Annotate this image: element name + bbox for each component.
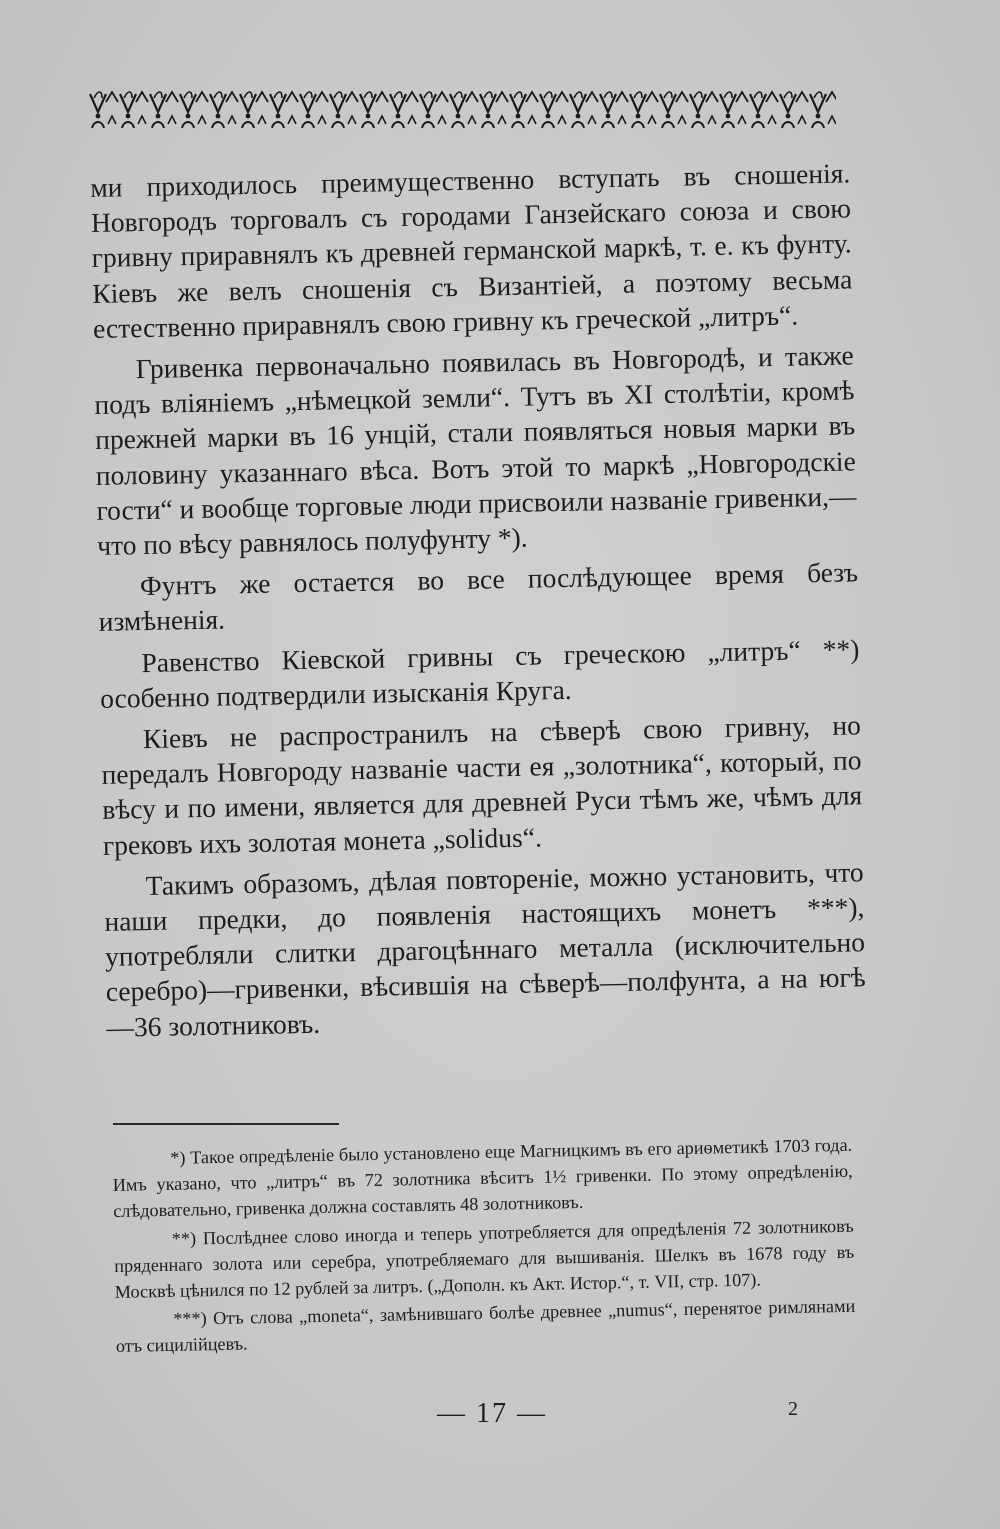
paragraph: Равенство Кіевской гривны съ греческою „литръ“ **) особенно подтвердили изысканія Круга. bbox=[99, 632, 860, 714]
paragraph: Гривенка первоначально появилась въ Новгородѣ, и также подъ вліяніемъ „нѣмецкой земли“. Тутъ въ XI столѣтіи, кромѣ прежней марки въ 16 унцій, стали появляться новыя марки въ половину указаннаго вѣса. Вотъ этой то маркѣ „Новгородскіе гости“ и вообще торговые люди присвоили названіе гривенки,—что по вѣсу равнялось полуфунту *). bbox=[94, 339, 857, 561]
ornament-motif bbox=[90, 92, 118, 128]
ornament-motif bbox=[180, 92, 208, 128]
ornament-motif bbox=[720, 92, 748, 128]
ornament-motif bbox=[120, 92, 148, 128]
ornament-motif bbox=[600, 92, 628, 128]
ornament-motif bbox=[390, 92, 418, 128]
paragraph: Фунтъ же остается во все послѣдующее время безъ измѣненія. bbox=[98, 556, 859, 638]
ornament-motif bbox=[420, 92, 448, 128]
paragraph: ми приходилось преимущественно вступать въ сношенія. Новгородъ торговалъ съ городами Ганзейскаго союза и свою гривну приравнялъ къ древней германской маркѣ, т. е. къ фунту. Кіевъ же велъ сношенія съ Византіей, а поэтому весьма естественно приравнялъ свою гривну къ греческой „литръ“. bbox=[90, 157, 853, 344]
ornament-motif bbox=[510, 92, 538, 128]
ornament-motif bbox=[300, 92, 328, 128]
ornament-motif bbox=[480, 92, 508, 128]
main-text bbox=[90, 155, 867, 1050]
paragraph: Такимъ образомъ, дѣлая повтореніе, можно установить, что наши предки, до появленія настоящихъ монетъ ***), употребляли слитки драгоцѣннаго металла (исключительно серебро)—гривенки, вѣсившія на сѣверѣ—полфунта, а на югѣ—36 золотниковъ. bbox=[104, 856, 866, 1043]
footnote: ***) Отъ слова „moneta“, замѣнившаго болѣе древнее „numus“, перенятое римлянами отъ сицилійцевъ. bbox=[115, 1295, 856, 1357]
ornament-motif bbox=[750, 92, 778, 128]
footnotes bbox=[112, 1132, 856, 1362]
ornament-motif bbox=[570, 92, 598, 128]
footnote-divider bbox=[113, 1123, 339, 1125]
footnote: *) Такое опредѣленіе было установлено еще Магницкимъ въ его ариѳметикѣ 1703 года. Имъ указано, что „литръ“ въ 72 золотника вѣситъ 1½ гривенки. По этому опредѣленію, слѣдовательно, гривенка должна составлять 48 золотниковъ. bbox=[112, 1134, 853, 1222]
paragraph: Кіевъ не распространилъ на сѣверѣ свою гривну, но передалъ Новгороду названіе части ея „золотника“, который, по вѣсу и по имени, является для древней Руси тѣмъ же, чѣмъ для грековъ ихъ золотая монета „solidus“. bbox=[101, 709, 863, 861]
ornament-motif bbox=[330, 92, 358, 128]
ornament-motif bbox=[540, 92, 568, 128]
ornament-motif bbox=[690, 92, 718, 128]
ornament-motif bbox=[210, 92, 238, 128]
footnote: **) Послѣднее слово иногда и теперь употребляется для опредѣленія 72 золотниковъ пряденнаго золота или серебра, употребляемаго для вышиванія. Шелкъ въ 1678 году въ Москвѣ цѣнился по 12 рублей за литръ. („Дополн. къ Акт. Истор.“, т. VII, стр. 107). bbox=[114, 1215, 855, 1302]
ornament-motif bbox=[780, 92, 808, 128]
ornament-motif bbox=[360, 92, 388, 128]
ornament-motif bbox=[630, 92, 658, 128]
ornament-motif bbox=[270, 92, 298, 128]
signature-mark: 2 bbox=[788, 1398, 798, 1420]
ornament-motif bbox=[810, 92, 836, 128]
ornament-motif bbox=[150, 92, 178, 128]
page-number: — 17 — bbox=[437, 1398, 547, 1429]
ornament-motif bbox=[450, 92, 478, 128]
ornamental-header-band bbox=[88, 86, 836, 132]
ornament-motif bbox=[660, 92, 688, 128]
ornament-motif bbox=[240, 92, 268, 128]
